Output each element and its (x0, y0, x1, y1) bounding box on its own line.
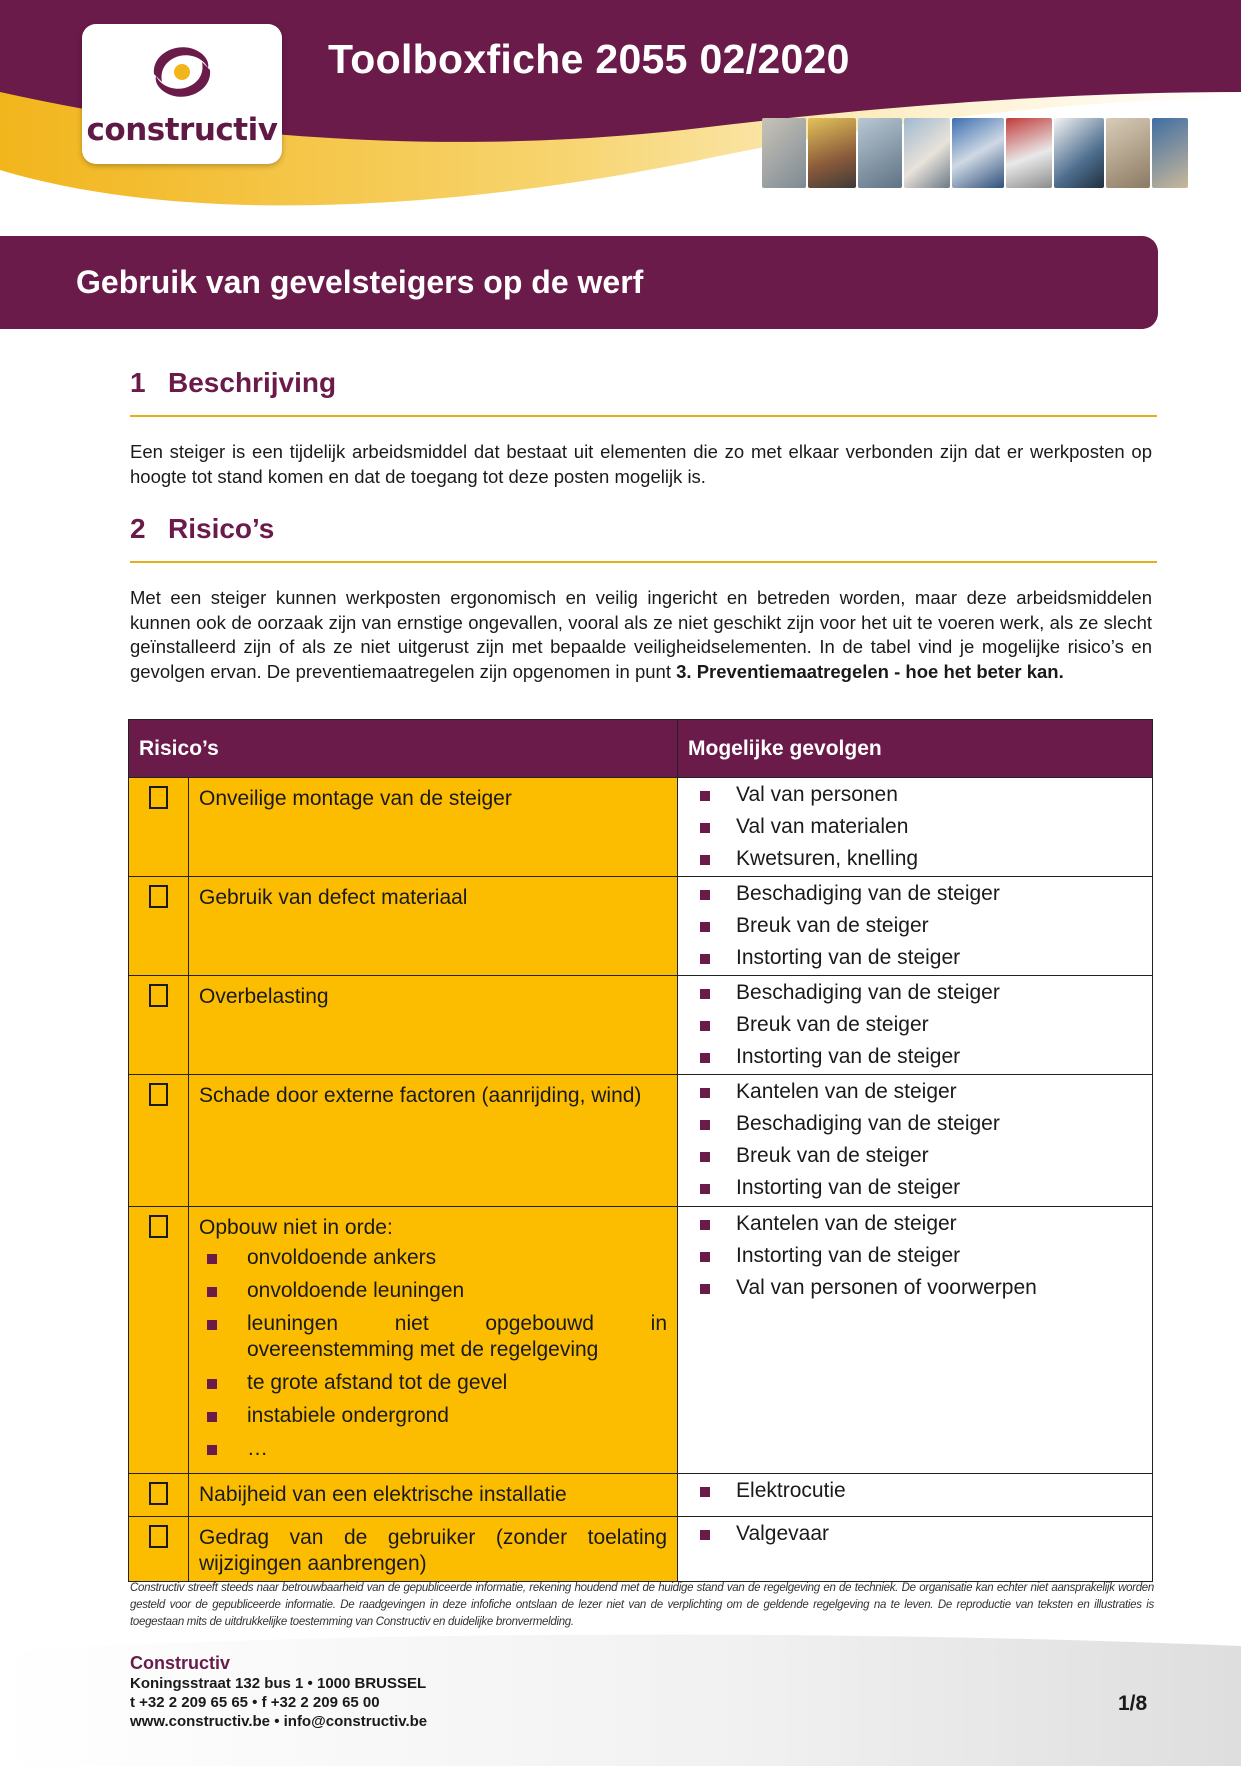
risk-text: Onveilige montage van de steiger (199, 787, 512, 810)
list-item (688, 843, 1142, 875)
checkbox-cell (129, 1474, 189, 1517)
consequences-list (688, 1475, 1142, 1507)
table-header-row (129, 720, 1153, 778)
list-item (688, 1140, 1142, 1172)
checkbox-cell (129, 1207, 189, 1474)
table-row (129, 877, 1153, 976)
consequence-text: Breuk van de steiger (736, 914, 929, 937)
square-bullet-icon (700, 1252, 710, 1262)
list-item (688, 779, 1142, 811)
consequence-text: Val van personen of voorwerpen (736, 1276, 1037, 1299)
square-bullet-icon (700, 1053, 710, 1063)
list-item (688, 811, 1142, 843)
page-number: 1/8 (1118, 1692, 1148, 1715)
consequence-text: Instorting van de steiger (736, 1244, 961, 1267)
consequence-text: Beschadiging van de steiger (736, 981, 1000, 1004)
consequence-text: Beschadiging van de steiger (736, 882, 1000, 905)
column-header-consequences: Mogelijke gevolgen (678, 720, 1153, 778)
risk-text: Nabijheid van een elektrische installatie (199, 1483, 567, 1506)
consequences-cell (678, 1474, 1153, 1517)
risk-cell (189, 1517, 678, 1582)
square-bullet-icon (700, 1530, 710, 1540)
square-bullet-icon (700, 1220, 710, 1230)
square-bullet-icon (700, 989, 710, 999)
square-bullet-icon (207, 1287, 217, 1297)
consequences-list (688, 1076, 1142, 1204)
consequences-cell (678, 976, 1153, 1075)
checkbox-cell (129, 1075, 189, 1207)
risk-text: Gedrag van de gebruiker (zonder toelating wijzigingen aanbrengen) (199, 1526, 668, 1575)
square-bullet-icon (700, 1284, 710, 1294)
risk-table (128, 719, 1153, 1582)
section-title: Beschrijving (168, 367, 337, 398)
consequence-text: Instorting van de steiger (736, 1176, 961, 1199)
consequence-text: Elektrocutie (736, 1479, 846, 1502)
consequence-text: Kwetsuren, knelling (736, 847, 919, 870)
footer-phone: t +32 2 209 65 65 • f +32 2 209 65 00 (130, 1694, 380, 1711)
photo-tile (1106, 118, 1150, 188)
risk-sub-text: instabiele ondergrond (247, 1404, 449, 1427)
square-bullet-icon (700, 1088, 710, 1098)
list-item (199, 1370, 667, 1396)
square-bullet-icon (700, 1120, 710, 1130)
consequence-text: Instorting van de steiger (736, 946, 961, 969)
risk-sub-text: onvoldoende ankers (247, 1246, 437, 1269)
square-bullet-icon (700, 954, 710, 964)
risk-cell (189, 976, 678, 1075)
list-item (199, 1311, 667, 1363)
photo-tile (808, 118, 856, 188)
risk-sub-text: … (247, 1437, 268, 1460)
consequences-list (688, 977, 1142, 1073)
page-header (0, 0, 1241, 215)
table-row (129, 1075, 1153, 1207)
square-bullet-icon (700, 1152, 710, 1162)
list-item (199, 1278, 667, 1304)
consequences-list (688, 779, 1142, 875)
document-title: Toolboxfiche 2055 02/2020 (328, 36, 850, 82)
risk-cell (189, 1207, 678, 1474)
photo-tile (1152, 118, 1188, 188)
square-bullet-icon (207, 1320, 217, 1330)
list-item (688, 977, 1142, 1009)
footer-web: www.constructiv.be • info@constructiv.be (130, 1713, 428, 1730)
footer-contact (130, 1652, 427, 1731)
consequence-text: Valgevaar (736, 1522, 830, 1545)
checkbox-cell (129, 1517, 189, 1582)
column-header-risks: Risico’s (129, 720, 678, 778)
square-bullet-icon (700, 922, 710, 932)
list-item (688, 1172, 1142, 1204)
square-bullet-icon (700, 1021, 710, 1031)
risk-text: Schade door externe factoren (aanrijding, wind) (199, 1084, 642, 1107)
consequence-text: Instorting van de steiger (736, 1045, 961, 1068)
consequences-cell (678, 877, 1153, 976)
photo-tile (762, 118, 806, 188)
risk-checkbox[interactable] (149, 885, 168, 908)
photo-tile (1006, 118, 1052, 188)
risk-checkbox[interactable] (149, 1083, 168, 1106)
risk-checkbox[interactable] (149, 984, 168, 1007)
consequences-cell (678, 778, 1153, 877)
checkbox-cell (129, 778, 189, 877)
risk-text: Overbelasting (199, 985, 329, 1008)
risk-sub-text: te grote afstand tot de gevel (247, 1371, 508, 1394)
photo-tile (858, 118, 902, 188)
risk-text: Gebruik van defect materiaal (199, 886, 468, 909)
square-bullet-icon (207, 1445, 217, 1455)
consequences-list (688, 1208, 1142, 1304)
square-bullet-icon (700, 1184, 710, 1194)
table-row (129, 1474, 1153, 1517)
consequences-cell (678, 1517, 1153, 1582)
section-heading-beschrijving (130, 367, 1157, 417)
list-item (688, 942, 1142, 974)
risk-sub-list (199, 1245, 667, 1462)
section-title: Risico’s (168, 513, 275, 544)
list-item (199, 1436, 667, 1462)
section-text-beschrijving: Een steiger is een tijdelijk arbeidsmiddel dat bestaat uit elementen die zo met elkaar verbonden zijn dat er werkposten op hoogte tot stand komen en dat de toegang tot deze posten mogelijk is. (130, 441, 1152, 487)
square-bullet-icon (700, 791, 710, 801)
risk-checkbox[interactable] (149, 1215, 168, 1238)
risk-table-body (129, 778, 1153, 1582)
paragraph-reference: 3. Preventiemaatregelen - hoe het beter kan. (676, 660, 1064, 682)
risk-checkbox[interactable] (149, 1482, 168, 1505)
list-item (688, 1076, 1142, 1108)
square-bullet-icon (207, 1412, 217, 1422)
paragraph-text: Met een steiger kunnen werkposten ergonomisch en veilig ingericht en betreden worden, maar deze arbeidsmiddelen kunnen ook de oorzaak zijn van ernstige ongevallen, vooral als ze niet geschikt zijn voor het uit te voeren werk, als ze slecht geïnstalleerd zijn of als ze niet uitgerust zijn met bepaalde veiligheidselementen. In de tabel vind je mogelijke risico’s en gevolgen ervan. De preventiemaatregelen zijn opgenomen in punt (130, 587, 1152, 682)
consequences-list (688, 878, 1142, 974)
table-row (129, 778, 1153, 877)
table-row (129, 1517, 1153, 1582)
risk-cell (189, 877, 678, 976)
risk-cell (189, 1075, 678, 1207)
list-item (688, 1009, 1142, 1041)
consequence-text: Kantelen van de steiger (736, 1080, 957, 1103)
consequence-text: Breuk van de steiger (736, 1144, 929, 1167)
risk-cell (189, 1474, 678, 1517)
list-item (688, 910, 1142, 942)
consequences-list (688, 1518, 1142, 1550)
section-heading-risicos (130, 513, 1157, 563)
square-bullet-icon (700, 855, 710, 865)
list-item (199, 1245, 667, 1271)
consequence-text: Beschadiging van de steiger (736, 1112, 1000, 1135)
topic-title-bar (0, 236, 1158, 329)
list-item (688, 878, 1142, 910)
risk-sub-text: leuningen niet opgebouwd in overeenstemming met de regelgeving (247, 1312, 668, 1361)
list-item (199, 1403, 667, 1429)
checkbox-cell (129, 976, 189, 1075)
checkbox-cell (129, 877, 189, 976)
list-item (688, 1240, 1142, 1272)
footer-organisation: Constructiv (130, 1653, 231, 1673)
photo-tile (952, 118, 1004, 188)
list-item (688, 1475, 1142, 1507)
consequence-text: Breuk van de steiger (736, 1013, 929, 1036)
table-row (129, 1207, 1153, 1474)
risk-checkbox[interactable] (149, 1525, 168, 1548)
risk-sub-text: onvoldoende leuningen (247, 1279, 465, 1302)
constructiv-logo (82, 24, 282, 164)
square-bullet-icon (207, 1254, 217, 1264)
section-text-risicos (130, 586, 1152, 684)
square-bullet-icon (700, 1487, 710, 1497)
list-item (688, 1041, 1142, 1073)
consequence-text: Val van materialen (736, 815, 909, 838)
list-item (688, 1208, 1142, 1240)
list-item (688, 1272, 1142, 1304)
consequence-text: Val van personen (736, 783, 898, 806)
section-number: 2 (130, 513, 146, 544)
table-row (129, 976, 1153, 1075)
list-item (688, 1518, 1142, 1550)
risk-cell (189, 778, 678, 877)
photo-tile (904, 118, 950, 188)
square-bullet-icon (207, 1379, 217, 1389)
square-bullet-icon (700, 823, 710, 833)
consequences-cell (678, 1207, 1153, 1474)
photo-tile (1054, 118, 1104, 188)
risk-checkbox[interactable] (149, 786, 168, 809)
topic-title: Gebruik van gevelsteigers op de werf (76, 264, 644, 300)
risk-text: Opbouw niet in orde: (199, 1216, 393, 1239)
footer-address: Koningsstraat 132 bus 1 • 1000 BRUSSEL (130, 1675, 427, 1692)
consequence-text: Kantelen van de steiger (736, 1212, 957, 1235)
logo-swirl-icon (144, 42, 220, 102)
disclaimer-text: Constructiv streeft steeds naar betrouwbaarheid van de gepubliceerde informatie, rekening houdend met de huidige stand van de regelgeving en de techniek. De organisatie kan echter niet aansprakelijk worden gesteld voor de gepubliceerde informatie. De raadgevingen in deze infofiche ontslaan de lezer niet van de verplichting om de geldende regelgeving na te leven. De reproductie van teksten en illustraties is toegestaan mits de uitdrukkelijke toestemming van Constructiv en duidelijke bronvermelding. (130, 1582, 1154, 1628)
logo-wordmark: constructiv (86, 112, 278, 148)
consequences-cell (678, 1075, 1153, 1207)
square-bullet-icon (700, 890, 710, 900)
section-number: 1 (130, 367, 146, 398)
list-item (688, 1108, 1142, 1140)
